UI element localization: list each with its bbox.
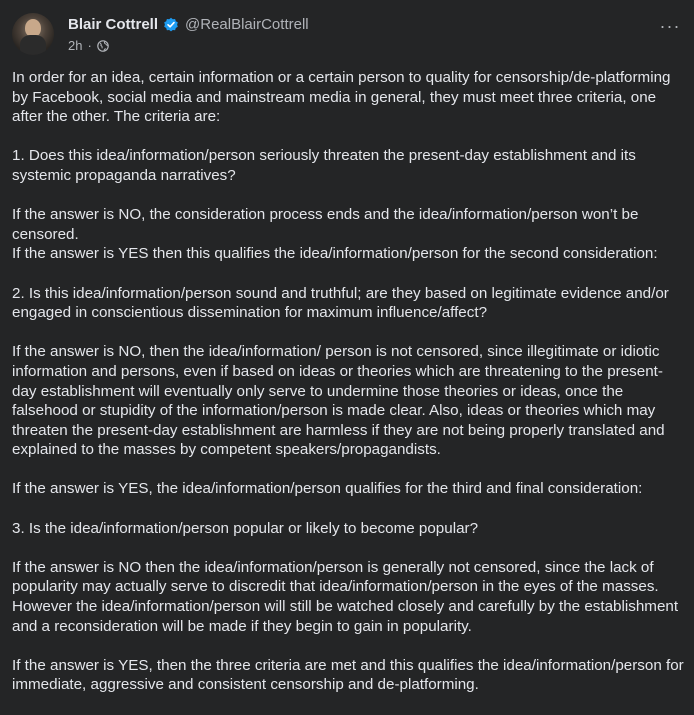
post-meta — [68, 38, 309, 54]
post-paragraph: If the answer is NO, then the idea/information/ person is not censored, since illegitimate or idiotic information and persons, even if based on ideas or theories which are threatening to the present-day establishment will eventually only serve to undermine those theories or ideas, once the falsehood or stupidity of the information/person is made clear. Also, ideas or theories which may threaten the present-day establishment are harmless if they are not being properly translated and explained to the masses by competent speakers/propagandists. — [12, 343, 665, 459]
avatar[interactable] — [12, 13, 54, 55]
verified-badge-icon — [163, 17, 179, 33]
post-paragraph: If the answer is YES then this qualifies the idea/information/person for the second consideration: — [12, 245, 658, 263]
post-paragraph-line: If the answer is NO, the consideration process ends and the idea/information/person won’t be censored. — [12, 206, 639, 243]
post-paragraph: In order for an idea, certain information or a certain person to quality for censorship/de-platforming by Facebook, social media and mainstream media in general, they must meet three criteria, one after the other. The criteria are: — [12, 69, 671, 126]
post-paragraph: 2. Is this idea/information/person sound and truthful; are they based on legitimate evidence and/or engaged in conscientious dissemination for maximum influence/affect? — [12, 284, 669, 322]
name-row — [68, 15, 309, 35]
more-options-icon: ··· — [659, 15, 681, 36]
author-meta — [68, 15, 309, 54]
more-options-button[interactable] — [658, 14, 682, 38]
author-handle[interactable]: @RealBlairCottrell — [185, 15, 309, 33]
post-header — [12, 10, 309, 58]
post-paragraph: 1. Does this idea/information/person seriously threaten the present-day establishment and its systemic propaganda narratives? — [12, 147, 636, 184]
meta-separator: · — [87, 37, 92, 53]
author-name[interactable]: Blair Cottrell — [68, 15, 159, 33]
post-paragraph — [12, 205, 684, 244]
post-paragraph: If the answer is NO then the idea/information/person is generally not censored, since the lack of popularity may actually serve to discredit that idea/information/person in the eyes of the masses. However the idea/information/person will still be watched closely and carefully by the establishment and a reconsideration will be made if they begin to gain in popularity. — [12, 558, 679, 635]
globe-icon[interactable] — [97, 40, 109, 52]
post-time[interactable]: 2h — [68, 37, 83, 53]
post-paragraph: If the answer is YES, the idea/information/person qualifies for the third and final consideration: — [12, 480, 643, 498]
post-paragraph: If the answer is YES, then the three criteria are met and this qualifies the idea/information/person for immediate, aggressive and consistent censorship and de-platforming. — [12, 656, 684, 694]
post-paragraph: 3. Is the idea/information/person popular or likely to become popular? — [12, 519, 479, 537]
post-body — [12, 68, 684, 715]
